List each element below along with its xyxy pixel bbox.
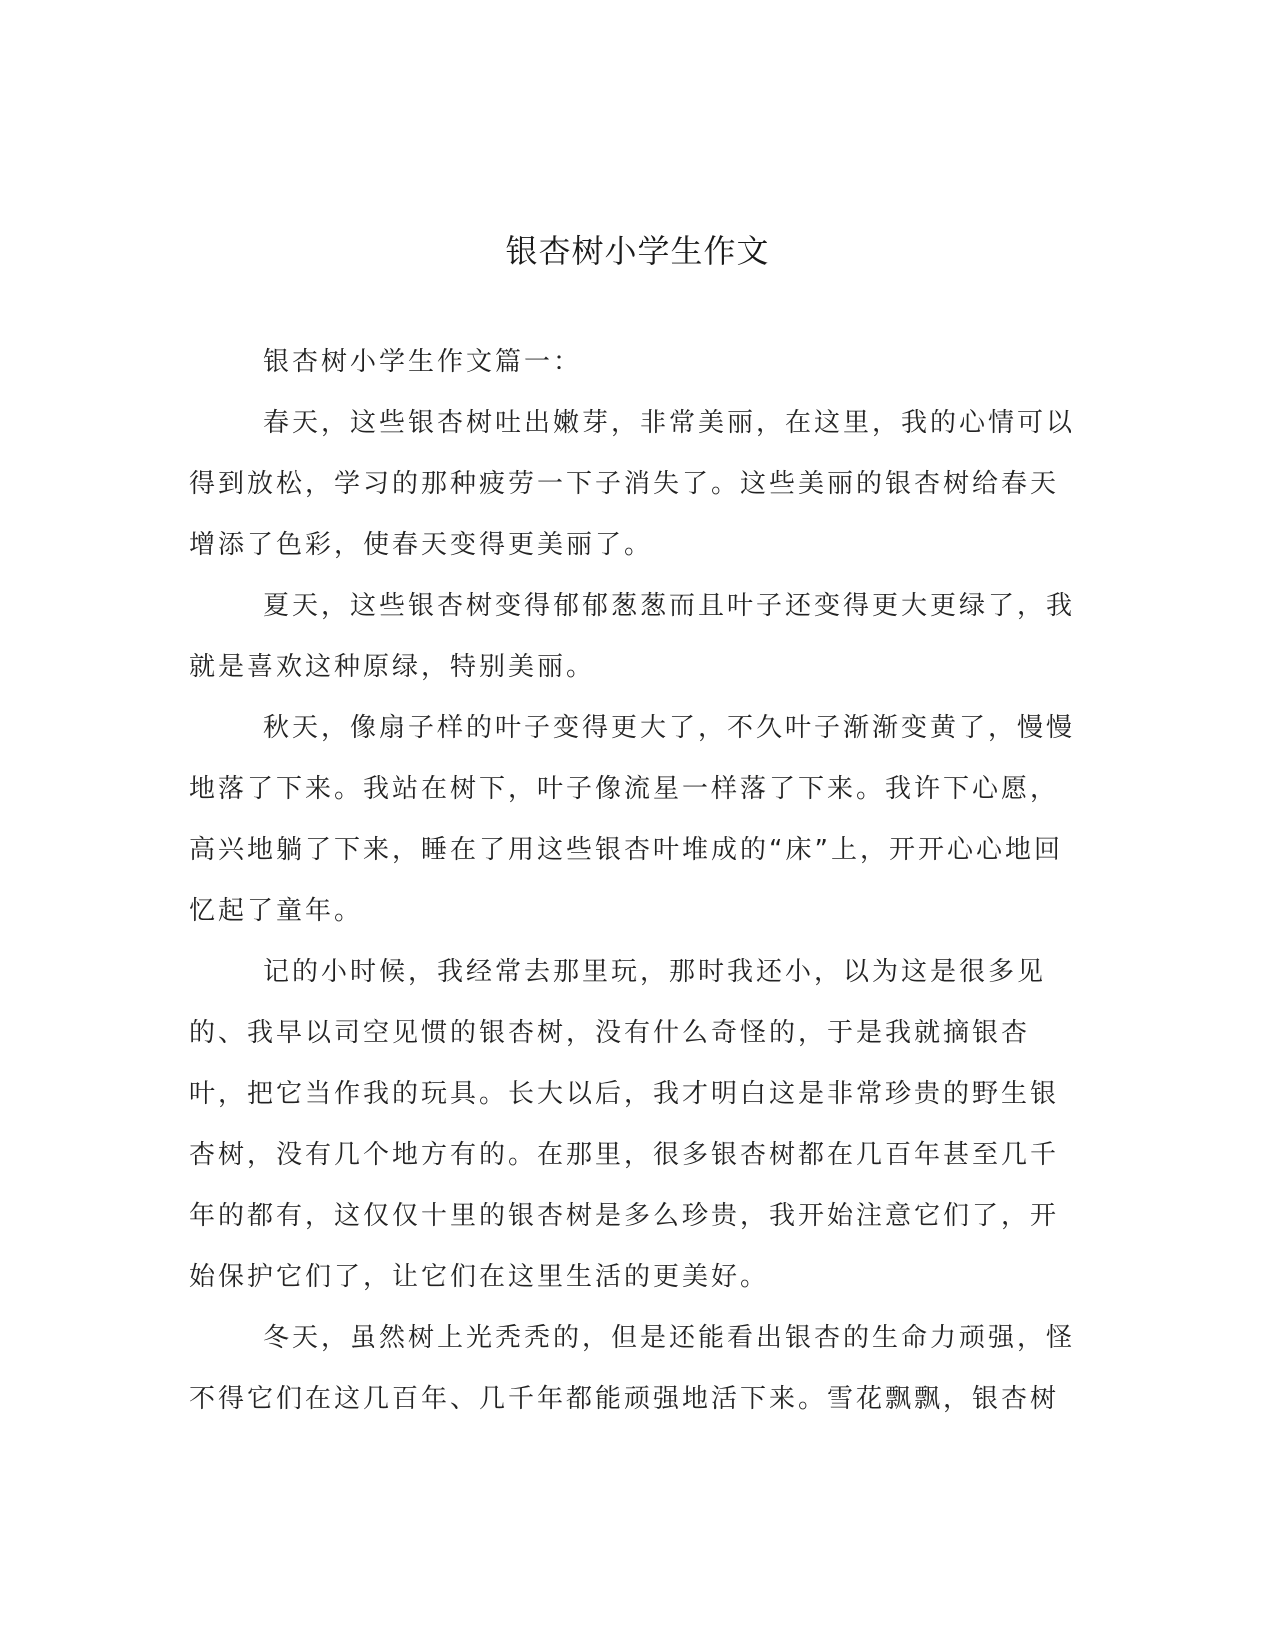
paragraph-spring: 春天，这些银杏树吐出嫩芽，非常美丽，在这里，我的心情可以得到放松，学习的那种疲劳一下子消失了。这些美丽的银杏树给春天增添了色彩，使春天变得更美丽了。 (189, 408, 1076, 560)
paragraph-autumn: 秋天，像扇子样的叶子变得更大了，不久叶子渐渐变黄了，慢慢地落了下来。我站在树下，叶子像流星一样落了下来。我许下心愿，高兴地躺了下来，睡在了用这些银杏叶堆成的“床”上，开开心心地回忆起了童年。 (189, 713, 1076, 926)
document-body (189, 332, 1085, 1430)
document-title: 银杏树小学生作文 (505, 232, 770, 271)
paragraph-childhood: 记的小时候，我经常去那里玩，那时我还小，以为这是很多见的、我早以司空见惯的银杏树，没有什么奇怪的，于是我就摘银杏叶，把它当作我的玩具。长大以后，我才明白这是非常珍贵的野生银杏树，没有几个地方有的。在那里，很多银杏树都在几百年甚至几千年的都有，这仅仅十里的银杏树是多么珍贵，我开始注意它们了，开始保护它们了，让它们在这里生活的更美好。 (189, 957, 1060, 1292)
paragraph-summer: 夏天，这些银杏树变得郁郁葱葱而且叶子还变得更大更绿了，我就是喜欢这种原绿，特别美丽。 (189, 591, 1076, 682)
paragraph-winter: 冬天，虽然树上光秃秃的，但是还能看出银杏的生命力顽强，怪不得它们在这几百年、几千年都能顽强地活下来。雪花飘飘，银杏树 (189, 1323, 1076, 1414)
paragraph-heading: 银杏树小学生作文篇一： (263, 347, 583, 377)
